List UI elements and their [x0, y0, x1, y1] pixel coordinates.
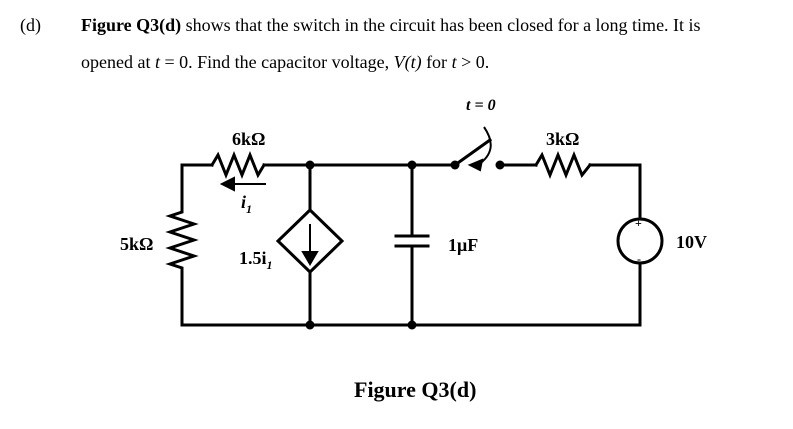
switch-blade	[455, 140, 490, 165]
switch-contact-dot	[496, 161, 505, 170]
resistor-6k	[212, 155, 264, 175]
resistor-5k	[170, 171, 194, 325]
label-voltage-source: 10V	[676, 232, 707, 252]
question-label: (d)	[20, 15, 41, 35]
source-minus: -	[637, 252, 641, 266]
capacitor-voltage-symbol: V(t)	[393, 52, 422, 72]
node-dot	[408, 161, 417, 170]
label-6k: 6kΩ	[232, 129, 266, 149]
current-arrowhead	[222, 178, 234, 190]
label-dep-source: $1.5i_1$	[239, 248, 273, 272]
dep-source-arrowhead	[303, 252, 317, 264]
label-current: $i_1$	[241, 192, 253, 216]
wire-top-left	[182, 165, 212, 171]
wire-right-top	[590, 165, 640, 219]
question-text-2b: = 0. Find the capacitor voltage,	[159, 52, 394, 72]
resistor-3k	[536, 155, 590, 175]
question-text-2a: opened at	[81, 52, 155, 72]
node-dot	[408, 321, 417, 330]
node-dot	[306, 321, 315, 330]
label-3k: 3kΩ	[546, 129, 580, 149]
question-text-2c: for	[421, 52, 452, 72]
switch-pivot-dot	[451, 161, 460, 170]
time-variable-1: t	[154, 52, 160, 72]
label-5k: 5kΩ	[120, 234, 154, 254]
label-capacitor: 1μF	[448, 235, 479, 255]
figure-reference: Figure Q3(d)	[81, 15, 182, 35]
figure-caption: Figure Q3(d)	[354, 377, 477, 402]
time-variable-2: t	[451, 52, 457, 72]
node-dot	[306, 161, 315, 170]
question-text-2d: > 0.	[456, 52, 490, 72]
switch-arc-arrowhead	[470, 160, 482, 170]
label-switch: t = 0	[466, 97, 496, 114]
question-text-1: shows that the switch in the circuit has been closed for a long time. It is	[181, 15, 701, 35]
source-plus: +	[635, 216, 642, 230]
